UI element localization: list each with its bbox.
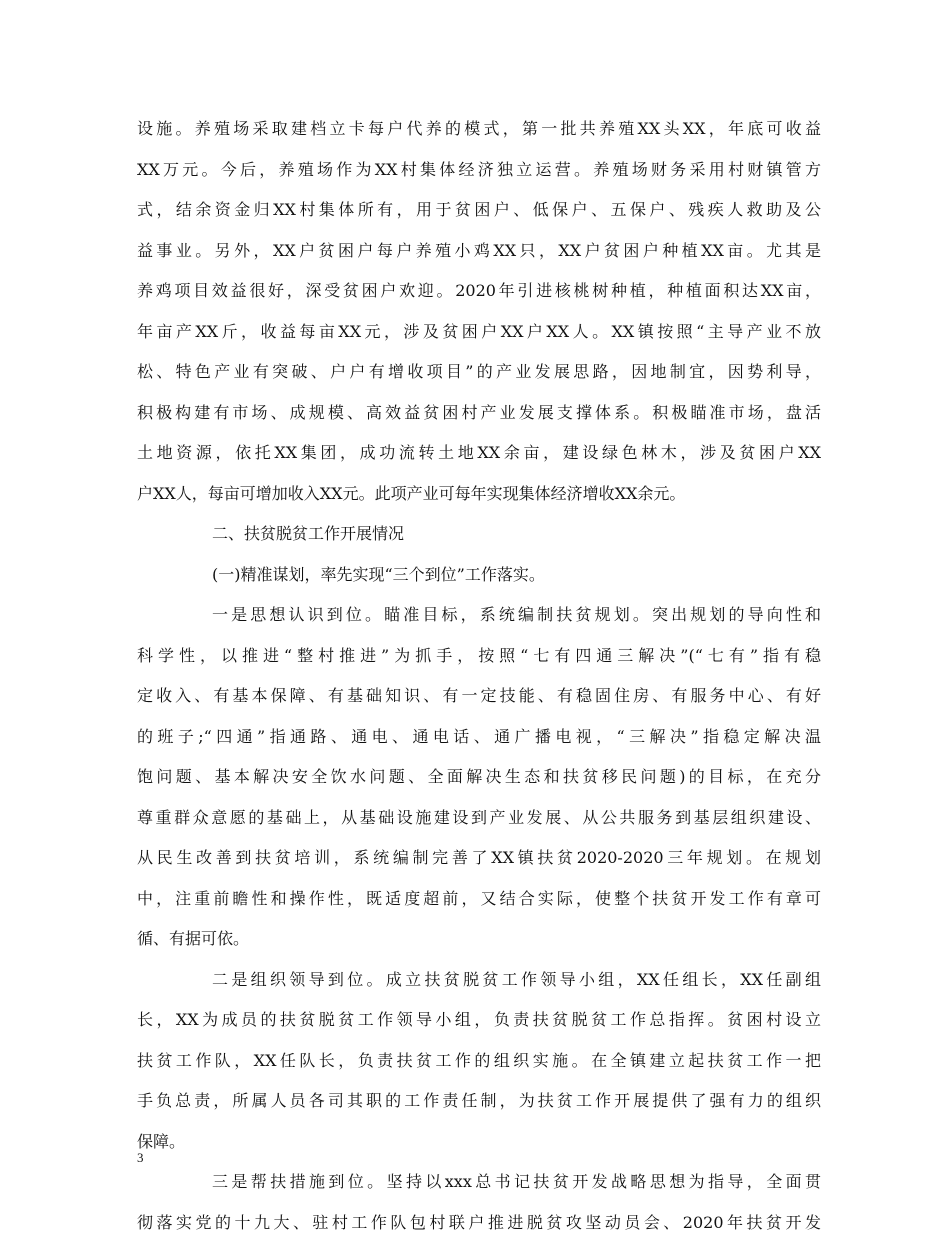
document-body [137, 109, 821, 1243]
paragraph-line: 尊重群众意愿的基础上，从基础设施建设到产业发展、从公共服务到基层组织建设、 [137, 798, 821, 839]
section-heading: 二、扶贫脱贫工作开展情况 [137, 514, 821, 555]
paragraph-line: 二是组织领导到位。成立扶贫脱贫工作领导小组，XX任组长，XX任副组 [137, 960, 821, 1001]
paragraph-line: 彻落实党的十九大、驻村工作队包村联户推进脱贫攻坚动员会、2020年扶贫开发 [137, 1203, 821, 1243]
paragraph-line: 年亩产XX斤，收益每亩XX元，涉及贫困户XX户XX人。XX镇按照“主导产业不放 [137, 312, 821, 353]
paragraph-line: 保障。 [137, 1122, 821, 1163]
paragraph-line: 长，XX为成员的扶贫脱贫工作领导小组，负责扶贫脱贫工作总指挥。贫困村设立 [137, 1000, 821, 1041]
paragraph-line: 定收入、有基本保障、有基础知识、有一定技能、有稳固住房、有服务中心、有好 [137, 676, 821, 717]
paragraph-line: 从民生改善到扶贫培训，系统编制完善了XX镇扶贫2020-2020三年规划。在规划 [137, 838, 821, 879]
paragraph-line: 扶贫工作队，XX任队长，负责扶贫工作的组织实施。在全镇建立起扶贫工作一把 [137, 1041, 821, 1082]
paragraph-line: 设施。养殖场采取建档立卡每户代养的模式，第一批共养殖XX头XX，年底可收益 [137, 109, 821, 150]
paragraph-line: 科学性，以推进“整村推进”为抓手，按照“七有四通三解决”(“七有”指有稳 [137, 636, 821, 677]
paragraph-line: 养鸡项目效益很好，深受贫困户欢迎。2020年引进核桃树种植，种植面积达XX亩， [137, 271, 821, 312]
page-number: 3 [137, 1150, 144, 1166]
paragraph-line: 积极构建有市场、成规模、高效益贫困村产业发展支撑体系。积极瞄准市场，盘活 [137, 393, 821, 434]
paragraph-line: 循、有据可依。 [137, 919, 821, 960]
paragraph-line: 益事业。另外，XX户贫困户每户养殖小鸡XX只，XX户贫困户种植XX亩。尤其是 [137, 231, 821, 272]
paragraph-line: 式，结余资金归XX村集体所有，用于贫困户、低保户、五保户、残疾人救助及公 [137, 190, 821, 231]
paragraph-line: 中，注重前瞻性和操作性，既适度超前，又结合实际，使整个扶贫开发工作有章可 [137, 879, 821, 920]
paragraph-line: 三是帮扶措施到位。坚持以xxx总书记扶贫开发战略思想为指导，全面贯 [137, 1162, 821, 1203]
paragraph-line: 一是思想认识到位。瞄准目标，系统编制扶贫规划。突出规划的导向性和 [137, 595, 821, 636]
paragraph-line: 户XX人，每亩可增加收入XX元。此项产业可每年实现集体经济增收XX余元。 [137, 474, 821, 515]
paragraph-line: 手负总责，所属人员各司其职的工作责任制，为扶贫工作开展提供了强有力的组织 [137, 1081, 821, 1122]
paragraph-line: XX万元。今后，养殖场作为XX村集体经济独立运营。养殖场财务采用村财镇管方 [137, 150, 821, 191]
paragraph-line: 的班子;“四通”指通路、通电、通电话、通广播电视，“三解决”指稳定解决温 [137, 717, 821, 758]
paragraph-line: 土地资源，依托XX集团，成功流转土地XX余亩，建设绿色林木，涉及贫困户XX [137, 433, 821, 474]
paragraph-line: 松、特色产业有突破、户户有增收项目”的产业发展思路，因地制宜，因势利导， [137, 352, 821, 393]
subsection-heading: (一)精准谋划，率先实现“三个到位”工作落实。 [137, 555, 821, 596]
paragraph-line: 饱问题、基本解决安全饮水问题、全面解决生态和扶贫移民问题)的目标，在充分 [137, 757, 821, 798]
